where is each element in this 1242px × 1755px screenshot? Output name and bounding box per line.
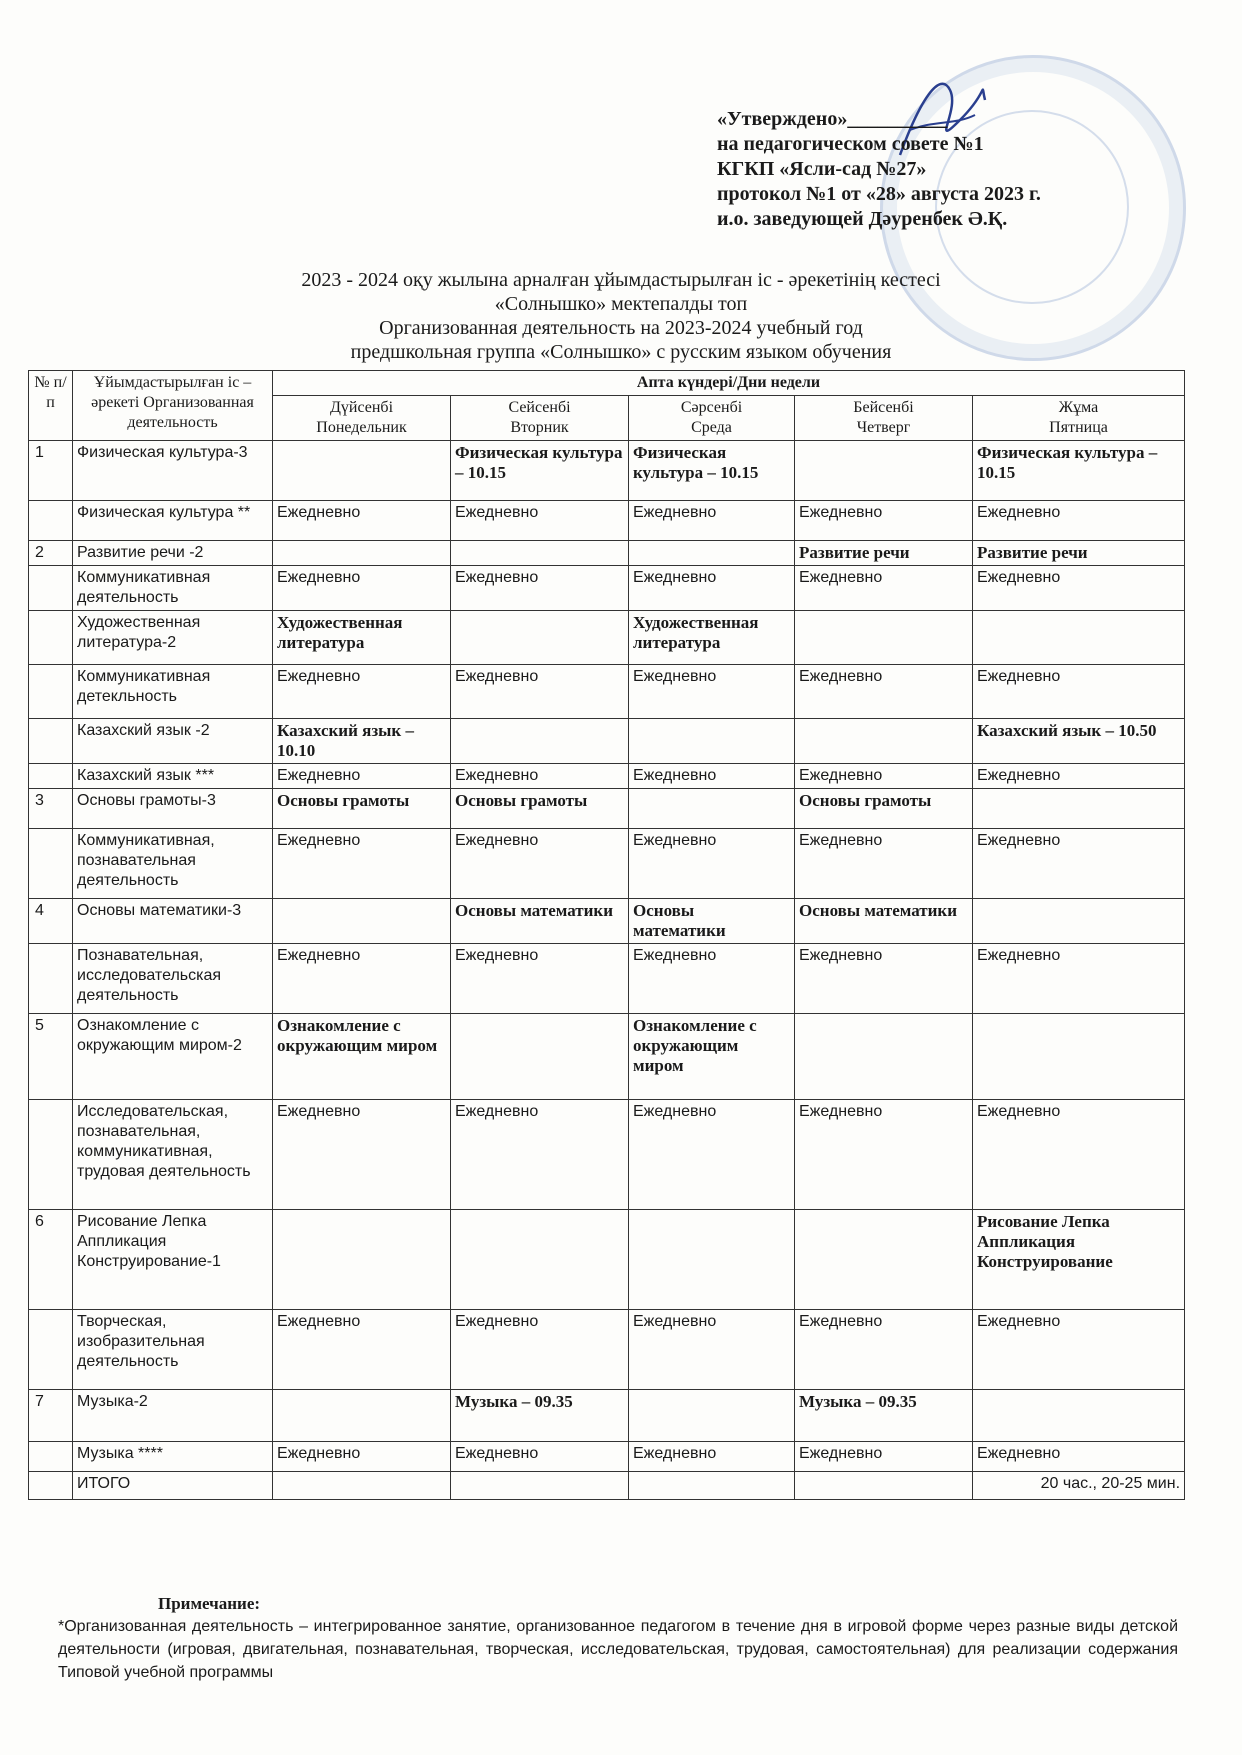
header-num: № п/п xyxy=(29,371,73,441)
schedule-cell: Ежедневно xyxy=(273,665,451,719)
row-number xyxy=(29,566,73,611)
table-row xyxy=(29,1100,1185,1210)
row-activity: Казахский язык -2 xyxy=(73,719,273,764)
header-activity: Ұйымдастырылған іс – әрекеті Организованная деятельность xyxy=(73,371,273,441)
schedule-cell: Ежедневно xyxy=(795,566,973,611)
table-row xyxy=(29,1210,1185,1310)
row-number xyxy=(29,1100,73,1210)
table-row xyxy=(29,944,1185,1014)
schedule-cell xyxy=(451,541,629,566)
schedule-cell: Ежедневно xyxy=(451,764,629,789)
schedule-cell: Ежедневно xyxy=(273,1310,451,1390)
table-row xyxy=(29,1310,1185,1390)
table-row xyxy=(29,1442,1185,1472)
schedule-cell xyxy=(273,541,451,566)
schedule-cell xyxy=(973,789,1185,829)
title-line: 2023 - 2024 оқу жылына арналған ұйымдастырылған іс - әрекетінің кестесі xyxy=(301,269,941,291)
header-day-ru: Понедельник xyxy=(316,419,407,436)
header-day xyxy=(451,396,629,441)
header-week-days: Апта күндері/Дни недели xyxy=(273,371,1185,396)
table-row xyxy=(29,829,1185,899)
row-number: 2 xyxy=(29,541,73,566)
table-row xyxy=(29,501,1185,541)
schedule-cell: Ежедневно xyxy=(973,764,1185,789)
schedule-cell: Ежедневно xyxy=(273,944,451,1014)
row-number: 4 xyxy=(29,899,73,944)
schedule-cell: Ежедневно xyxy=(629,665,795,719)
schedule-cell: Ежедневно xyxy=(629,1100,795,1210)
schedule-cell xyxy=(629,1390,795,1442)
note-text: *Организованная деятельность – интегрированное занятие, организованное педагогом в течение дня в игровой форме через разные виды детской деятельности (игровая, двигательная, познавательная, творческая, исследовательская, трудовая, самостоятельная) для реализации содержания Типовой учебной программы xyxy=(58,1618,1178,1681)
schedule-cell: Ежедневно xyxy=(629,944,795,1014)
schedule-cell: Основы грамоты xyxy=(795,789,973,829)
schedule-cell: Ежедневно xyxy=(273,501,451,541)
schedule-cell: Художественная литература xyxy=(629,611,795,665)
document-title xyxy=(0,268,1242,364)
row-activity: Основы грамоты-3 xyxy=(73,789,273,829)
schedule-cell: Ежедневно xyxy=(795,764,973,789)
row-activity: Музыка-2 xyxy=(73,1390,273,1442)
schedule-cell: Физическая культура – 10.15 xyxy=(451,441,629,501)
schedule-cell xyxy=(273,441,451,501)
schedule-cell: Ознакомление с окружающим миром xyxy=(273,1014,451,1100)
row-activity: Познавательная, исследовательская деятельность xyxy=(73,944,273,1014)
row-activity: Коммуникативная детекльность xyxy=(73,665,273,719)
row-activity: Коммуникативная, познавательная деятельность xyxy=(73,829,273,899)
table-row xyxy=(29,611,1185,665)
header-day-kz: Сейсенбі xyxy=(508,399,571,416)
header-day-kz: Бейсенбі xyxy=(853,399,914,416)
schedule-cell xyxy=(451,1014,629,1100)
schedule-cell: Ежедневно xyxy=(795,944,973,1014)
row-activity: Творческая, изобразительная деятельность xyxy=(73,1310,273,1390)
schedule-cell: Музыка – 09.35 xyxy=(795,1390,973,1442)
row-number xyxy=(29,665,73,719)
schedule-cell xyxy=(273,899,451,944)
table-row xyxy=(29,1390,1185,1442)
header-day-kz: Жұма xyxy=(1058,399,1099,416)
schedule-cell: Ежедневно xyxy=(451,1442,629,1472)
header-day-ru: Вторник xyxy=(510,419,569,436)
schedule-cell: Ежедневно xyxy=(629,829,795,899)
schedule-cell xyxy=(451,719,629,764)
schedule-cell: Ежедневно xyxy=(629,764,795,789)
schedule-cell xyxy=(973,899,1185,944)
approval-line: и.о. заведующей Дәуренбек Ә.Қ. xyxy=(717,208,1008,230)
table-row xyxy=(29,764,1185,789)
schedule-cell: Рисование Лепка Аппликация Конструирование xyxy=(973,1210,1185,1310)
schedule-cell: Ежедневно xyxy=(451,1100,629,1210)
header-day xyxy=(273,396,451,441)
schedule-cell xyxy=(273,1390,451,1442)
schedule-table xyxy=(28,370,1185,1500)
schedule-cell: Развитие речи xyxy=(795,541,973,566)
schedule-cell xyxy=(973,1390,1185,1442)
schedule-cell: Казахский язык – 10.50 xyxy=(973,719,1185,764)
schedule-cell xyxy=(273,1472,451,1500)
schedule-cell: Ежедневно xyxy=(973,501,1185,541)
schedule-cell: Ежедневно xyxy=(273,566,451,611)
row-activity: Ознакомление с окружающим миром-2 xyxy=(73,1014,273,1100)
approval-line: КГКП «Ясли-сад №27» xyxy=(717,158,927,180)
header-day xyxy=(795,396,973,441)
schedule-cell xyxy=(629,1472,795,1500)
schedule-cell xyxy=(629,1210,795,1310)
schedule-cell: Ежедневно xyxy=(795,665,973,719)
schedule-cell xyxy=(795,1210,973,1310)
schedule-cell: Ежедневно xyxy=(451,944,629,1014)
schedule-cell: Ежедневно xyxy=(973,566,1185,611)
table-row xyxy=(29,1472,1185,1500)
table-row xyxy=(29,541,1185,566)
note-block xyxy=(58,1592,1178,1684)
approval-block xyxy=(717,107,1041,232)
row-number xyxy=(29,501,73,541)
title-line: предшкольная группа «Солнышко» с русским языком обучения xyxy=(350,341,892,363)
schedule-cell: Основы математики xyxy=(629,899,795,944)
schedule-cell: Физическая культура – 10.15 xyxy=(973,441,1185,501)
header-day-kz: Дүйсенбі xyxy=(329,399,394,416)
schedule-cell: Ежедневно xyxy=(629,1310,795,1390)
note-heading: Примечание: xyxy=(158,1594,261,1613)
schedule-cell xyxy=(451,1210,629,1310)
schedule-cell xyxy=(629,541,795,566)
header-day xyxy=(629,396,795,441)
table-row xyxy=(29,1014,1185,1100)
schedule-cell: Ежедневно xyxy=(973,665,1185,719)
schedule-cell: Художественная литература xyxy=(273,611,451,665)
schedule-cell xyxy=(629,789,795,829)
row-activity: Развитие речи -2 xyxy=(73,541,273,566)
schedule-cell: Ежедневно xyxy=(273,764,451,789)
schedule-cell: Ежедневно xyxy=(629,1442,795,1472)
table-row xyxy=(29,789,1185,829)
schedule-cell xyxy=(451,1472,629,1500)
schedule-cell: Основы грамоты xyxy=(273,789,451,829)
row-number xyxy=(29,1442,73,1472)
schedule-cell xyxy=(795,1472,973,1500)
schedule-cell: Казахский язык – 10.10 xyxy=(273,719,451,764)
row-number xyxy=(29,764,73,789)
schedule-cell xyxy=(629,719,795,764)
header-day-ru: Среда xyxy=(691,419,732,436)
row-activity: Коммуникативная деятельность xyxy=(73,566,273,611)
approval-line: протокол №1 от «28» августа 2023 г. xyxy=(717,183,1041,205)
schedule-cell: Ежедневно xyxy=(973,1100,1185,1210)
schedule-cell: Ежедневно xyxy=(795,1310,973,1390)
schedule-cell: Ежедневно xyxy=(629,566,795,611)
row-activity: Физическая культура-3 xyxy=(73,441,273,501)
schedule-cell: Ежедневно xyxy=(451,665,629,719)
table-row xyxy=(29,899,1185,944)
schedule-cell: Развитие речи xyxy=(973,541,1185,566)
schedule-cell: Основы грамоты xyxy=(451,789,629,829)
schedule-cell xyxy=(973,1014,1185,1100)
header-day-kz: Сәрсенбі xyxy=(680,399,743,416)
schedule-cell xyxy=(973,611,1185,665)
row-activity: Художественная литература-2 xyxy=(73,611,273,665)
schedule-cell xyxy=(795,1014,973,1100)
row-number xyxy=(29,719,73,764)
header-day-ru: Пятница xyxy=(1049,419,1108,436)
schedule-cell: Ежедневно xyxy=(973,1442,1185,1472)
schedule-cell: Ежедневно xyxy=(629,501,795,541)
row-activity: Казахский язык *** xyxy=(73,764,273,789)
schedule-cell xyxy=(795,719,973,764)
row-number: 5 xyxy=(29,1014,73,1100)
row-number xyxy=(29,829,73,899)
schedule-cell: Ознакомление с окружающим миром xyxy=(629,1014,795,1100)
schedule-cell: Ежедневно xyxy=(273,1100,451,1210)
row-activity: Физическая культура ** xyxy=(73,501,273,541)
row-activity: Основы математики-3 xyxy=(73,899,273,944)
table-row xyxy=(29,441,1185,501)
schedule-cell: Музыка – 09.35 xyxy=(451,1390,629,1442)
schedule-cell: Физическая культура – 10.15 xyxy=(629,441,795,501)
row-number xyxy=(29,1472,73,1500)
row-number xyxy=(29,1310,73,1390)
approval-line: на педагогическом совете №1 xyxy=(717,133,984,155)
header-day xyxy=(973,396,1185,441)
table-row xyxy=(29,719,1185,764)
row-number xyxy=(29,944,73,1014)
schedule-cell: Ежедневно xyxy=(973,829,1185,899)
schedule-cell xyxy=(273,1210,451,1310)
schedule-cell: Ежедневно xyxy=(795,501,973,541)
schedule-cell: Ежедневно xyxy=(273,829,451,899)
schedule-cell: Ежедневно xyxy=(451,566,629,611)
schedule-cell: Ежедневно xyxy=(795,1100,973,1210)
schedule-cell xyxy=(795,441,973,501)
title-line: «Солнышко» мектепалды топ xyxy=(494,293,748,315)
row-activity: Исследовательская, познавательная, коммуникативная, трудовая деятельность xyxy=(73,1100,273,1210)
row-number: 6 xyxy=(29,1210,73,1310)
row-number: 7 xyxy=(29,1390,73,1442)
schedule-cell: Основы математики xyxy=(795,899,973,944)
row-number: 3 xyxy=(29,789,73,829)
table-row xyxy=(29,665,1185,719)
row-number: 1 xyxy=(29,441,73,501)
schedule-cell: 20 час., 20-25 мин. xyxy=(973,1472,1185,1500)
schedule-cell xyxy=(795,611,973,665)
row-activity: Музыка **** xyxy=(73,1442,273,1472)
row-activity: ИТОГО xyxy=(73,1472,273,1500)
schedule-cell: Ежедневно xyxy=(451,501,629,541)
schedule-cell: Ежедневно xyxy=(795,1442,973,1472)
schedule-cell: Ежедневно xyxy=(795,829,973,899)
title-line: Организованная деятельность на 2023-2024 учебный год xyxy=(379,317,863,339)
schedule-cell: Ежедневно xyxy=(451,1310,629,1390)
schedule-cell: Ежедневно xyxy=(273,1442,451,1472)
table-row xyxy=(29,566,1185,611)
schedule-cell: Основы математики xyxy=(451,899,629,944)
header-day-ru: Четверг xyxy=(856,419,911,436)
schedule-cell: Ежедневно xyxy=(973,1310,1185,1390)
row-activity: Рисование Лепка Аппликация Конструирование-1 xyxy=(73,1210,273,1310)
row-number xyxy=(29,611,73,665)
approval-line: «Утверждено»__________ xyxy=(717,108,948,130)
schedule-cell xyxy=(451,611,629,665)
schedule-cell: Ежедневно xyxy=(451,829,629,899)
schedule-cell: Ежедневно xyxy=(973,944,1185,1014)
